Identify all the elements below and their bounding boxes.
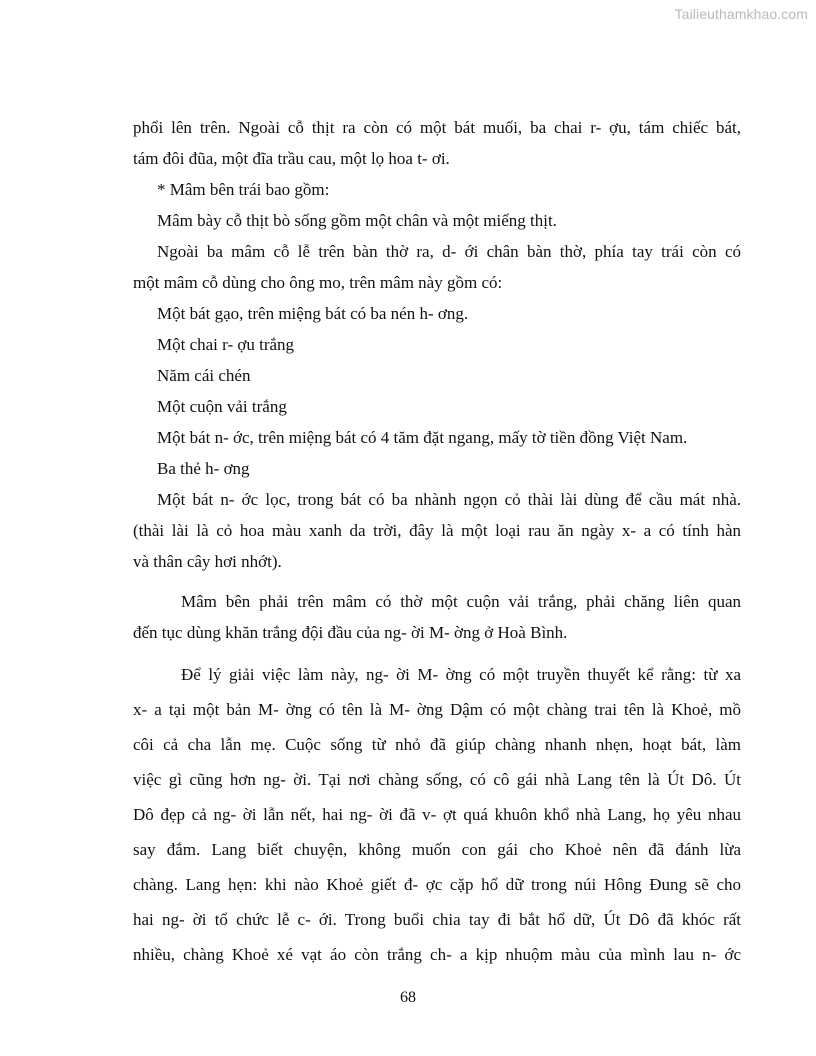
text-line: chàng. Lang hẹn: khi nào Khoẻ giết đ- ợc cặp hổ dữ trong núi Hông Đung sẽ cho: [133, 875, 741, 894]
text-line: Một bát gạo, trên miệng bát có ba nén h- ơng.: [157, 304, 469, 323]
text-line: Ngoài ba mâm cỗ lễ trên bàn thờ ra, d- ới chân bàn thờ, phía tay trái còn có: [157, 242, 741, 261]
text-line: tám đôi đũa, một đĩa trầu cau, một lọ hoa t- ơi.: [133, 149, 450, 168]
text-line: hai ng- ời tổ chức lễ c- ới. Trong buổi chia tay đi bắt hổ dữ, Út Dô đã khóc rất: [133, 910, 741, 929]
text-line: (thài lài là cỏ hoa màu xanh da trời, đây là một loại rau ăn ngày x- a có tính hàn: [133, 521, 741, 540]
text-line: phổi lên trên. Ngoài cỗ thịt ra còn có một bát muối, ba chai r- ợu, tám chiếc bát,: [133, 118, 741, 137]
text-line: Một bát n- ớc lọc, trong bát có ba nhành ngọn cỏ thài lài dùng để cầu mát nhà.: [157, 490, 741, 509]
text-line: Năm cái chén: [157, 366, 251, 385]
text-line: Mâm bày cỗ thịt bò sống gồm một chân và một miếng thịt.: [157, 211, 557, 230]
document-body: [133, 112, 741, 972]
text-line: say đắm. Lang biết chuyện, không muốn con gái cho Khoẻ nên đã đánh lừa: [133, 840, 741, 859]
text-line: Mâm bên phải trên mâm có thờ một cuộn vải trắng, phải chăng liên quan: [181, 592, 741, 611]
text-line: việc gì cũng hơn ng- ời. Tại nơi chàng sống, có cô gái nhà Lang tên là Út Dô. Út: [133, 770, 741, 789]
text-line: nhiều, chàng Khoẻ xé vạt áo còn trắng ch- a kịp nhuộm màu của mình lau n- ớc: [133, 945, 741, 964]
text-line: một mâm cỗ dùng cho ông mo, trên mâm này gồm có:: [133, 273, 503, 292]
text-line: đến tục dùng khăn trắng đội đầu của ng- ời M- ờng ở Hoà Bình.: [133, 623, 568, 642]
text-line: x- a tại một bản M- ờng có tên là M- ờng Dậm có một chàng trai tên là Khoẻ, mồ: [133, 700, 741, 719]
watermark: Tailieuthamkhao.com: [674, 6, 808, 22]
text-line: Để lý giải việc làm này, ng- ời M- ờng có một truyền thuyết kể rằng: từ xa: [181, 665, 741, 684]
text-line: Một bát n- ớc, trên miệng bát có 4 tăm đặt ngang, mấy tờ tiền đồng Việt Nam.: [157, 428, 688, 447]
text-line: Một cuộn vải trắng: [157, 397, 287, 416]
text-line: và thân cây hơi nhớt).: [133, 552, 282, 571]
page-number: 68: [400, 989, 416, 1006]
text-line: Dô đẹp cả ng- ời lẫn nết, hai ng- ời đã v- ợt quá khuôn khổ nhà Lang, họ yêu nhau: [133, 805, 741, 824]
text-line: Ba thẻ h- ơng: [157, 459, 250, 478]
text-line: côi cả cha lẫn mẹ. Cuộc sống từ nhỏ đã giúp chàng nhanh nhẹn, hoạt bát, làm: [133, 735, 741, 754]
text-line: Một chai r- ợu trắng: [157, 335, 295, 354]
text-line: * Mâm bên trái bao gồm:: [157, 180, 330, 199]
